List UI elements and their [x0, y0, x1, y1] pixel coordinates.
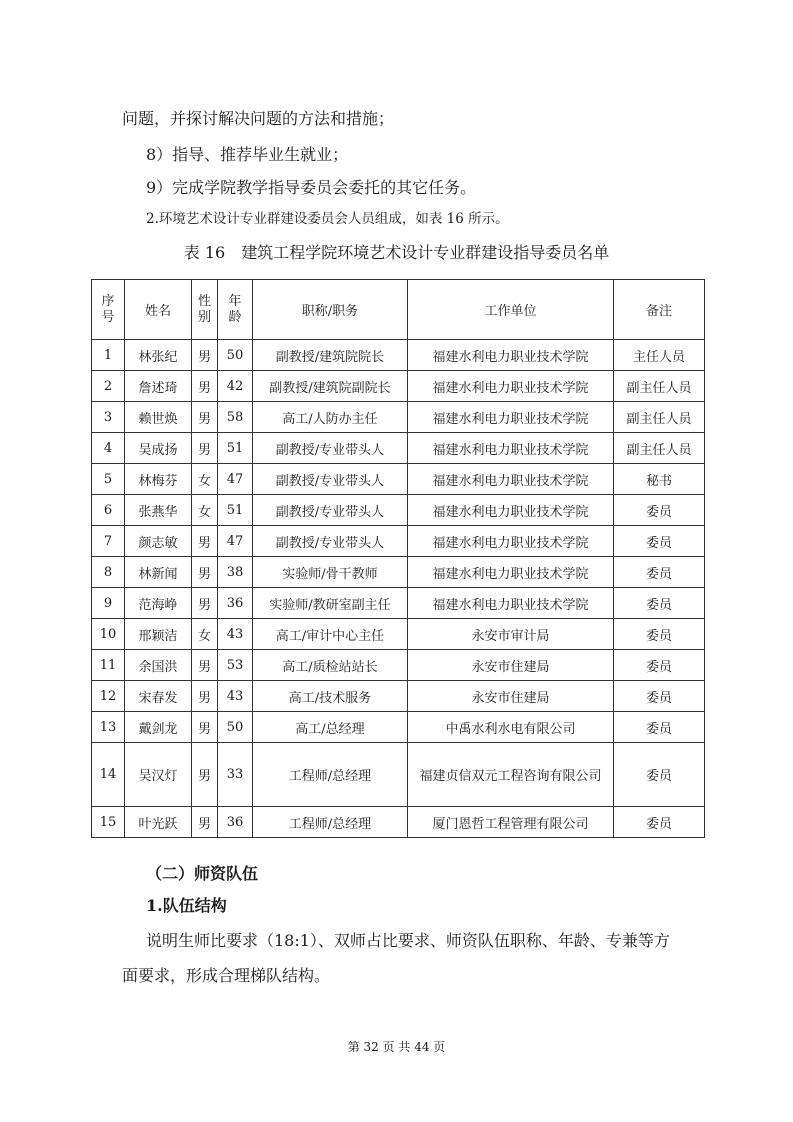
cell-gender: 男: [192, 712, 218, 743]
table-row: [92, 681, 705, 712]
cell-remark: 副主任人员: [614, 433, 705, 464]
cell-seq: 2: [92, 371, 125, 402]
cell-remark: 委员: [614, 619, 705, 650]
cell-seq: 10: [92, 619, 125, 650]
cell-gender: 女: [192, 619, 218, 650]
header-gender: 性 别: [192, 280, 218, 340]
cell-age: 51: [218, 433, 253, 464]
cell-employer: 福建水利电力职业技术学院: [408, 464, 614, 495]
cell-seq: 3: [92, 402, 125, 433]
section-heading: （二）师资队伍: [146, 864, 259, 883]
cell-name: 詹述琦: [125, 371, 192, 402]
cell-remark: 委员: [614, 650, 705, 681]
table-caption: 表 16 建筑工程学院环境艺术设计专业群建设指导委员名单: [183, 243, 610, 262]
cell-seq: 7: [92, 526, 125, 557]
cell-title: 高工/质检站站长: [253, 650, 408, 681]
paragraph-line-1: 问题，并探讨解决问题的方法和措施；: [122, 109, 395, 128]
cell-seq: 11: [92, 650, 125, 681]
cell-employer: 福建水利电力职业技术学院: [408, 433, 614, 464]
cell-name: 林新闻: [125, 557, 192, 588]
cell-title: 副教授/专业带头人: [253, 464, 408, 495]
cell-name: 颜志敏: [125, 526, 192, 557]
cell-gender: 女: [192, 495, 218, 526]
cell-remark: 委员: [614, 712, 705, 743]
table-row: [92, 650, 705, 681]
cell-age: 38: [218, 557, 253, 588]
table-row: [92, 526, 705, 557]
cell-age: 47: [218, 526, 253, 557]
cell-age: 43: [218, 619, 253, 650]
table-row: [92, 743, 705, 807]
cell-employer: 福建水利电力职业技术学院: [408, 371, 614, 402]
page-footer: 第 32 页 共 44 页: [347, 1040, 446, 1054]
header-employer: 工作单位: [408, 280, 614, 340]
list-item-8: 8）指导、推荐毕业生就业；: [146, 145, 349, 164]
cell-title: 副教授/专业带头人: [253, 495, 408, 526]
cell-age: 42: [218, 371, 253, 402]
cell-gender: 男: [192, 588, 218, 619]
cell-age: 53: [218, 650, 253, 681]
cell-name: 叶光跃: [125, 807, 192, 838]
cell-title: 实验师/教研室副主任: [253, 588, 408, 619]
cell-remark: 副主任人员: [614, 371, 705, 402]
cell-employer: 福建水利电力职业技术学院: [408, 340, 614, 371]
cell-seq: 8: [92, 557, 125, 588]
cell-employer: 福建贞信双元工程咨询有限公司: [408, 743, 614, 807]
table-row: [92, 371, 705, 402]
cell-name: 林梅芬: [125, 464, 192, 495]
cell-seq: 14: [92, 743, 125, 807]
cell-seq: 5: [92, 464, 125, 495]
cell-age: 36: [218, 807, 253, 838]
header-title: 职称/职务: [253, 280, 408, 340]
cell-title: 副教授/专业带头人: [253, 433, 408, 464]
cell-employer: 永安市住建局: [408, 681, 614, 712]
cell-age: 36: [218, 588, 253, 619]
cell-gender: 男: [192, 526, 218, 557]
cell-age: 50: [218, 340, 253, 371]
cell-gender: 男: [192, 681, 218, 712]
cell-name: 张燕华: [125, 495, 192, 526]
cell-title: 副教授/建筑院院长: [253, 340, 408, 371]
cell-gender: 男: [192, 340, 218, 371]
cell-employer: 永安市审计局: [408, 619, 614, 650]
cell-remark: 委员: [614, 526, 705, 557]
cell-employer: 永安市住建局: [408, 650, 614, 681]
cell-seq: 1: [92, 340, 125, 371]
cell-title: 高工/审计中心主任: [253, 619, 408, 650]
cell-name: 余国洪: [125, 650, 192, 681]
cell-age: 58: [218, 402, 253, 433]
cell-seq: 9: [92, 588, 125, 619]
table-header-row: [92, 280, 705, 340]
body-paragraph-line-2: 面要求，形成合理梯队结构。: [122, 966, 331, 985]
cell-remark: 委员: [614, 588, 705, 619]
cell-remark: 秘书: [614, 464, 705, 495]
cell-name: 赖世焕: [125, 402, 192, 433]
cell-title: 工程师/总经理: [253, 807, 408, 838]
header-seq: 序 号: [92, 280, 125, 340]
table-row: [92, 464, 705, 495]
table-intro-text: 2.环境艺术设计专业群建设委员会人员组成，如表 16 所示。: [146, 211, 509, 227]
cell-remark: 委员: [614, 807, 705, 838]
table-row: [92, 495, 705, 526]
cell-remark: 委员: [614, 495, 705, 526]
cell-seq: 13: [92, 712, 125, 743]
cell-age: 50: [218, 712, 253, 743]
cell-employer: 福建水利电力职业技术学院: [408, 526, 614, 557]
cell-gender: 男: [192, 650, 218, 681]
cell-age: 43: [218, 681, 253, 712]
cell-name: 吴汉灯: [125, 743, 192, 807]
table-row: [92, 557, 705, 588]
cell-remark: 副主任人员: [614, 402, 705, 433]
cell-title: 工程师/总经理: [253, 743, 408, 807]
header-remark: 备注: [614, 280, 705, 340]
cell-remark: 主任人员: [614, 340, 705, 371]
cell-employer: 福建水利电力职业技术学院: [408, 495, 614, 526]
table-body: [92, 340, 705, 838]
cell-title: 高工/人防办主任: [253, 402, 408, 433]
cell-gender: 女: [192, 464, 218, 495]
table-row: [92, 807, 705, 838]
cell-gender: 男: [192, 402, 218, 433]
cell-remark: 委员: [614, 557, 705, 588]
cell-name: 林张纪: [125, 340, 192, 371]
cell-gender: 男: [192, 743, 218, 807]
cell-title: 副教授/专业带头人: [253, 526, 408, 557]
body-paragraph-line-1: 说明生师比要求（18:1）、双师占比要求、师资队伍职称、年龄、专兼等方: [146, 931, 670, 950]
cell-name: 吴成扬: [125, 433, 192, 464]
cell-name: 邢颖洁: [125, 619, 192, 650]
table-row: [92, 588, 705, 619]
cell-name: 宋春发: [125, 681, 192, 712]
cell-gender: 男: [192, 433, 218, 464]
cell-seq: 12: [92, 681, 125, 712]
cell-seq: 4: [92, 433, 125, 464]
header-age: 年 龄: [218, 280, 253, 340]
table-row: [92, 712, 705, 743]
cell-title: 实验师/骨干教师: [253, 557, 408, 588]
header-name: 姓名: [125, 280, 192, 340]
cell-gender: 男: [192, 807, 218, 838]
cell-age: 33: [218, 743, 253, 807]
table-row: [92, 402, 705, 433]
cell-seq: 15: [92, 807, 125, 838]
cell-remark: 委员: [614, 743, 705, 807]
cell-title: 高工/技术服务: [253, 681, 408, 712]
cell-title: 高工/总经理: [253, 712, 408, 743]
cell-name: 戴剑龙: [125, 712, 192, 743]
cell-age: 51: [218, 495, 253, 526]
cell-employer: 福建水利电力职业技术学院: [408, 557, 614, 588]
cell-gender: 男: [192, 557, 218, 588]
list-item-9: 9）完成学院教学指导委员会委托的其它任务。: [146, 178, 477, 197]
cell-seq: 6: [92, 495, 125, 526]
table-row: [92, 340, 705, 371]
cell-remark: 委员: [614, 681, 705, 712]
sub-heading: 1.队伍结构: [146, 896, 227, 915]
cell-employer: 福建水利电力职业技术学院: [408, 588, 614, 619]
cell-employer: 中禹水利水电有限公司: [408, 712, 614, 743]
cell-employer: 厦门恩哲工程管理有限公司: [408, 807, 614, 838]
table-row: [92, 619, 705, 650]
cell-age: 47: [218, 464, 253, 495]
cell-title: 副教授/建筑院副院长: [253, 371, 408, 402]
cell-gender: 男: [192, 371, 218, 402]
table-row: [92, 433, 705, 464]
cell-employer: 福建水利电力职业技术学院: [408, 402, 614, 433]
committee-table: [91, 279, 705, 838]
cell-name: 范海峥: [125, 588, 192, 619]
